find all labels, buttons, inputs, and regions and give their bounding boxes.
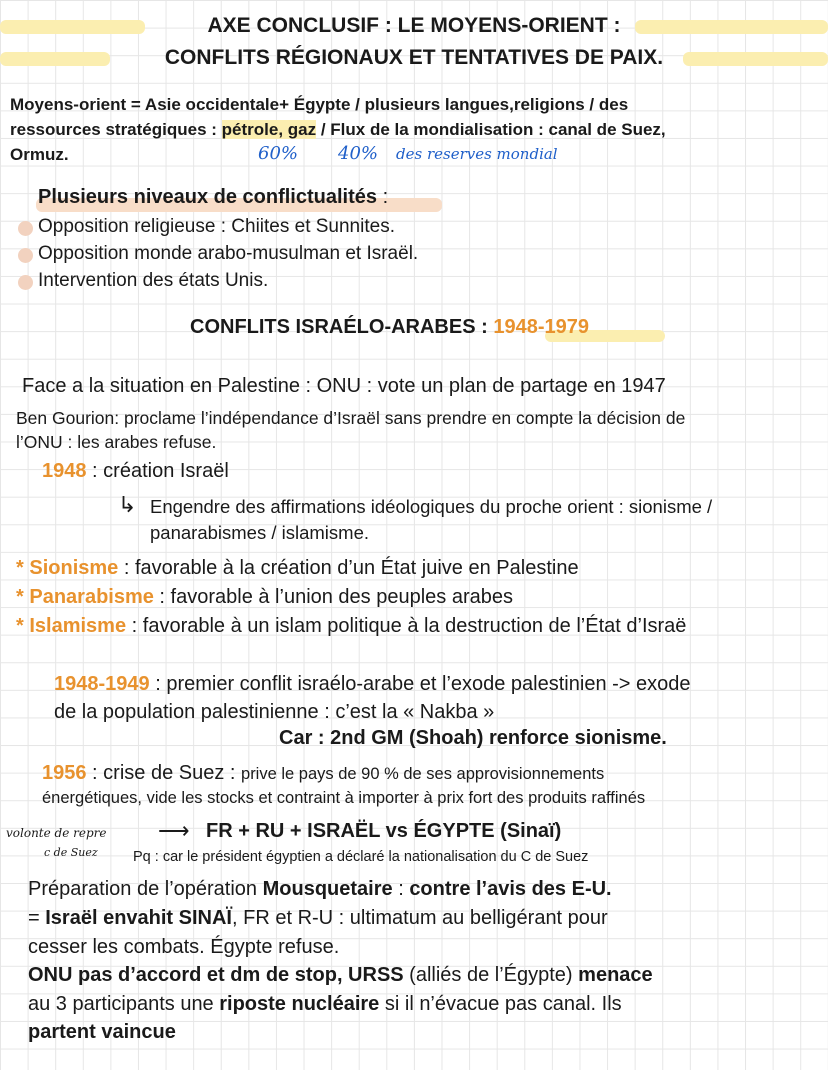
fr-ru-line: FR + RU + ISRAËL vs ÉGYPTE (Sinaï) (206, 820, 562, 842)
niveaux-heading-text: Plusieurs niveaux de conflictualités (38, 186, 378, 208)
star-icon: * (16, 615, 24, 637)
riposte-c: si il n’évacue pas canal. Ils (379, 993, 622, 1015)
section2-years: 1948-1979 (493, 316, 589, 338)
bullet-icon (18, 221, 33, 236)
hand-cdesuez: c de Suez (44, 846, 98, 859)
term-panarabisme: Panarabisme (29, 586, 154, 608)
prep-c: : (392, 878, 410, 900)
creation-text: : création Israël (86, 460, 229, 482)
gourion-line1: Ben Gourion: proclame l’indépendance d’Israël sans prendre en compte la décision de (16, 408, 686, 428)
riposte-b: riposte nucléaire (219, 993, 380, 1015)
suez-text-b: prive le pays de 90 % de ses approvisionnements (241, 765, 605, 783)
prep-b: Mousquetaire (262, 878, 393, 900)
page-title-line1: AXE CONCLUSIF : LE MOYENS-ORIENT : (207, 14, 621, 37)
hand-reserves: des reserves mondial (396, 145, 558, 163)
suez-text-a: : crise de Suez : (86, 762, 242, 784)
term-islamisme: Islamisme (29, 615, 127, 637)
panarabisme-line (16, 586, 513, 609)
conflit-line1 (54, 673, 691, 696)
israel-a: = (28, 907, 46, 929)
partent-line: partent vaincue (28, 1021, 176, 1043)
intro-resources: pétrole, gaz (221, 120, 317, 139)
onu2-line (28, 964, 653, 987)
bullet-icon (18, 275, 33, 290)
arrow-icon: ↳ (118, 492, 137, 517)
riposte-a: au 3 participants une (28, 993, 220, 1015)
page-title-line2: CONFLITS RÉGIONAUX ET TENTATIVES DE PAIX. (164, 46, 664, 69)
creation-line (42, 460, 229, 483)
cesser-line: cesser les combats. Égypte refuse. (28, 936, 340, 958)
hand-60: 60% (258, 143, 299, 164)
intro-line2 (10, 120, 666, 140)
long-arrow-icon: ⟶ (158, 818, 190, 843)
year-1956: 1956 (42, 762, 87, 784)
section2-heading-text: CONFLITS ISRAÉLO-ARABES : (190, 316, 494, 338)
engendre-line2: panarabismes / islamisme. (150, 522, 369, 543)
israel-b: Israël envahit SINAÏ (45, 907, 232, 929)
term-sionisme: Sionisme (29, 557, 119, 579)
niveaux-item: Opposition religieuse : Chiites et Sunnites. (38, 216, 395, 237)
intro-line2-a: ressources stratégiques : (10, 120, 222, 139)
sionisme-def: : favorable à la création d’un État juive en Palestine (118, 557, 579, 579)
niveaux-item: Opposition monde arabo-musulman et Israël. (38, 243, 419, 264)
suez-line1 (42, 762, 604, 785)
hand-volonte: volonte de repre (6, 826, 107, 840)
onu2-c: menace (578, 964, 653, 986)
onu2-b: (alliés de l’Égypte) (403, 964, 579, 986)
pq-line: Pq : car le président égyptien a déclaré la nationalisation du C de Suez (133, 849, 589, 865)
israel-line (28, 907, 608, 930)
niveaux-heading (38, 186, 388, 209)
year-1948: 1948 (42, 460, 87, 482)
intro-line2-c: / Flux de la mondialisation : canal de Suez, (316, 120, 666, 139)
suez-line2: énergétiques, vide les stocks et contraint à importer à prix fort des produits raffinés (42, 789, 646, 807)
onu-line: Face a la situation en Palestine : ONU : vote un plan de partage en 1947 (22, 375, 666, 397)
hand-40: 40% (338, 143, 379, 164)
gourion-line2: l’ONU : les arabes refuse. (16, 432, 217, 452)
panarabisme-def: : favorable à l’union des peuples arabes (153, 586, 514, 608)
engendre-line1: Engendre des affirmations idéologiques du proche orient : sionisme / (150, 496, 713, 517)
star-icon: * (16, 586, 24, 608)
islamisme-line (16, 615, 686, 638)
intro-line3: Ormuz. (10, 145, 69, 164)
onu2-a: ONU pas d’accord et dm de stop, URSS (28, 964, 404, 986)
prep-d: contre l’avis des E-U. (409, 878, 612, 900)
islamisme-def: : favorable à un islam politique à la destruction de l’État d’Israë (126, 615, 687, 637)
sionisme-line (16, 557, 579, 580)
star-icon: * (16, 557, 24, 579)
israel-c: , FR et R-U : ultimatum au belligérant pour (232, 907, 608, 929)
bullet-icon (18, 248, 33, 263)
prep-line (28, 878, 612, 901)
conflit-text1: : premier conflit israélo-arabe et l’exode palestinien -> exode (149, 673, 691, 695)
intro-line1: Moyens-orient = Asie occidentale+ Égypte / plusieurs langues,religions / des (10, 95, 629, 114)
year-1948-1949: 1948-1949 (54, 673, 150, 695)
niveaux-heading-colon: : (377, 186, 389, 208)
section2-heading (190, 316, 589, 339)
conflit-line2: de la population palestinienne : c’est la « Nakba » (54, 701, 495, 723)
prep-a: Préparation de l’opération (28, 878, 263, 900)
niveaux-item: Intervention des états Unis. (38, 270, 269, 291)
riposte-line (28, 993, 622, 1016)
car-line: Car : 2nd GM (Shoah) renforce sionisme. (279, 727, 667, 749)
